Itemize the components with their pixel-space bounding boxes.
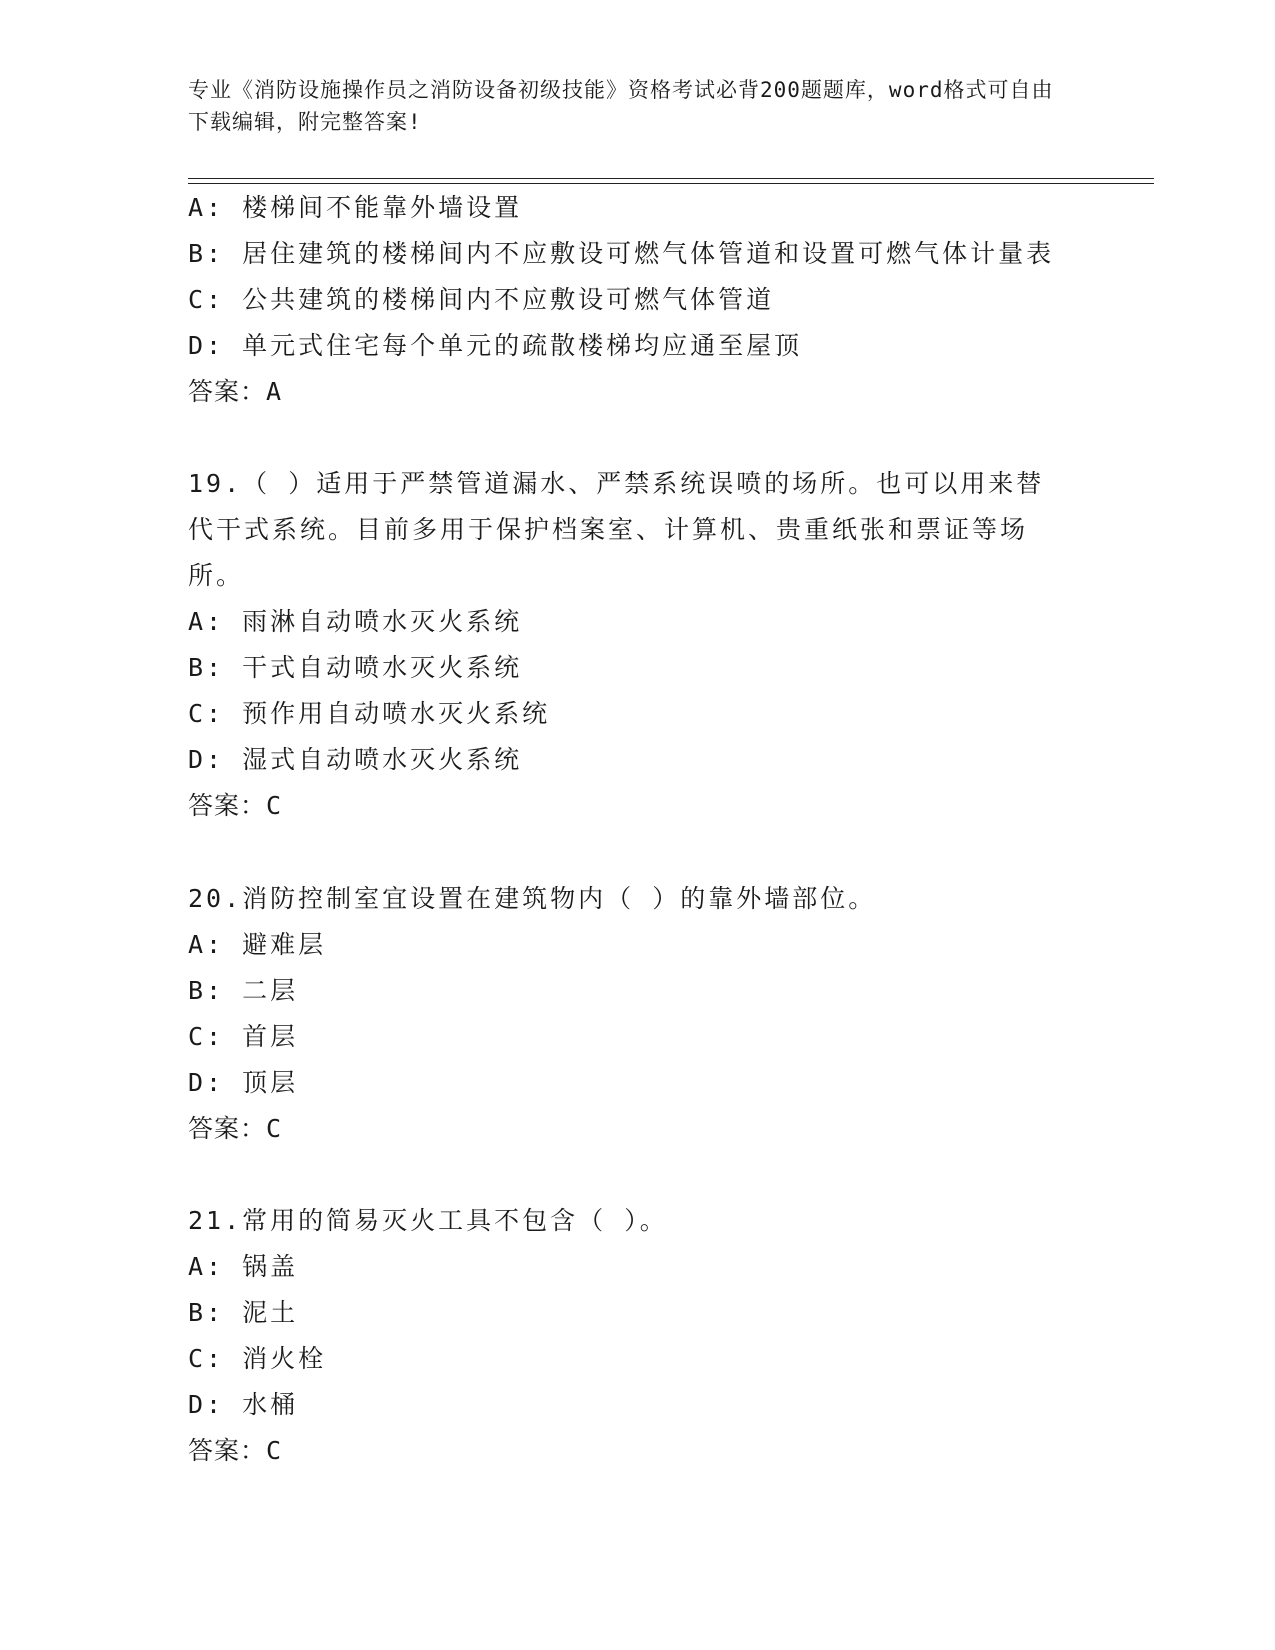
- question-20: [188, 876, 1088, 1152]
- question-text: 20.消防控制室宜设置在建筑物内（ ）的靠外墙部位。: [188, 884, 877, 913]
- answer: 答案：C: [188, 791, 283, 820]
- question-21: [188, 1198, 1088, 1474]
- question-text: 21.常用的简易灭火工具不包含（ ）。: [188, 1206, 668, 1235]
- option-a: A: 锅盖: [188, 1252, 299, 1281]
- option-b: B: 泥土: [188, 1298, 299, 1327]
- option-a: A: 雨淋自动喷水灭火系统: [188, 607, 523, 636]
- option-b: B: 居住建筑的楼梯间内不应敷设可燃气体管道和设置可燃气体计量表: [188, 239, 1055, 268]
- option-c: C: 消火栓: [188, 1344, 327, 1373]
- option-a: A: 楼梯间不能靠外墙设置: [188, 193, 523, 222]
- option-c: C: 公共建筑的楼梯间内不应敷设可燃气体管道: [188, 285, 775, 314]
- option-b: B: 二层: [188, 976, 299, 1005]
- option-b: B: 干式自动喷水灭火系统: [188, 653, 523, 682]
- header-rule-bottom: [188, 183, 1154, 184]
- question-text: 19.（ ）适用于严禁管道漏水、严禁系统误喷的场所。也可以用来替代干式系统。目前多用于保护档案室、计算机、贵重纸张和票证等场所。: [188, 469, 1045, 590]
- question-19: [188, 461, 1088, 829]
- option-c: C: 预作用自动喷水灭火系统: [188, 699, 551, 728]
- option-a: A: 避难层: [188, 930, 327, 959]
- question-18: [188, 185, 1088, 415]
- option-d: D: 顶层: [188, 1068, 299, 1097]
- answer: 答案：A: [188, 377, 283, 406]
- answer: 答案：C: [188, 1436, 283, 1465]
- header-rule-top: [188, 178, 1154, 179]
- option-d: D: 湿式自动喷水灭火系统: [188, 745, 523, 774]
- answer: 答案：C: [188, 1114, 283, 1143]
- option-d: D: 单元式住宅每个单元的疏散楼梯均应通至屋顶: [188, 331, 803, 360]
- option-d: D: 水桶: [188, 1390, 299, 1419]
- document-header: 专业《消防设施操作员之消防设备初级技能》资格考试必背200题题库，word格式可自由下载编辑，附完整答案!: [188, 78, 1054, 134]
- option-c: C: 首层: [188, 1022, 299, 1051]
